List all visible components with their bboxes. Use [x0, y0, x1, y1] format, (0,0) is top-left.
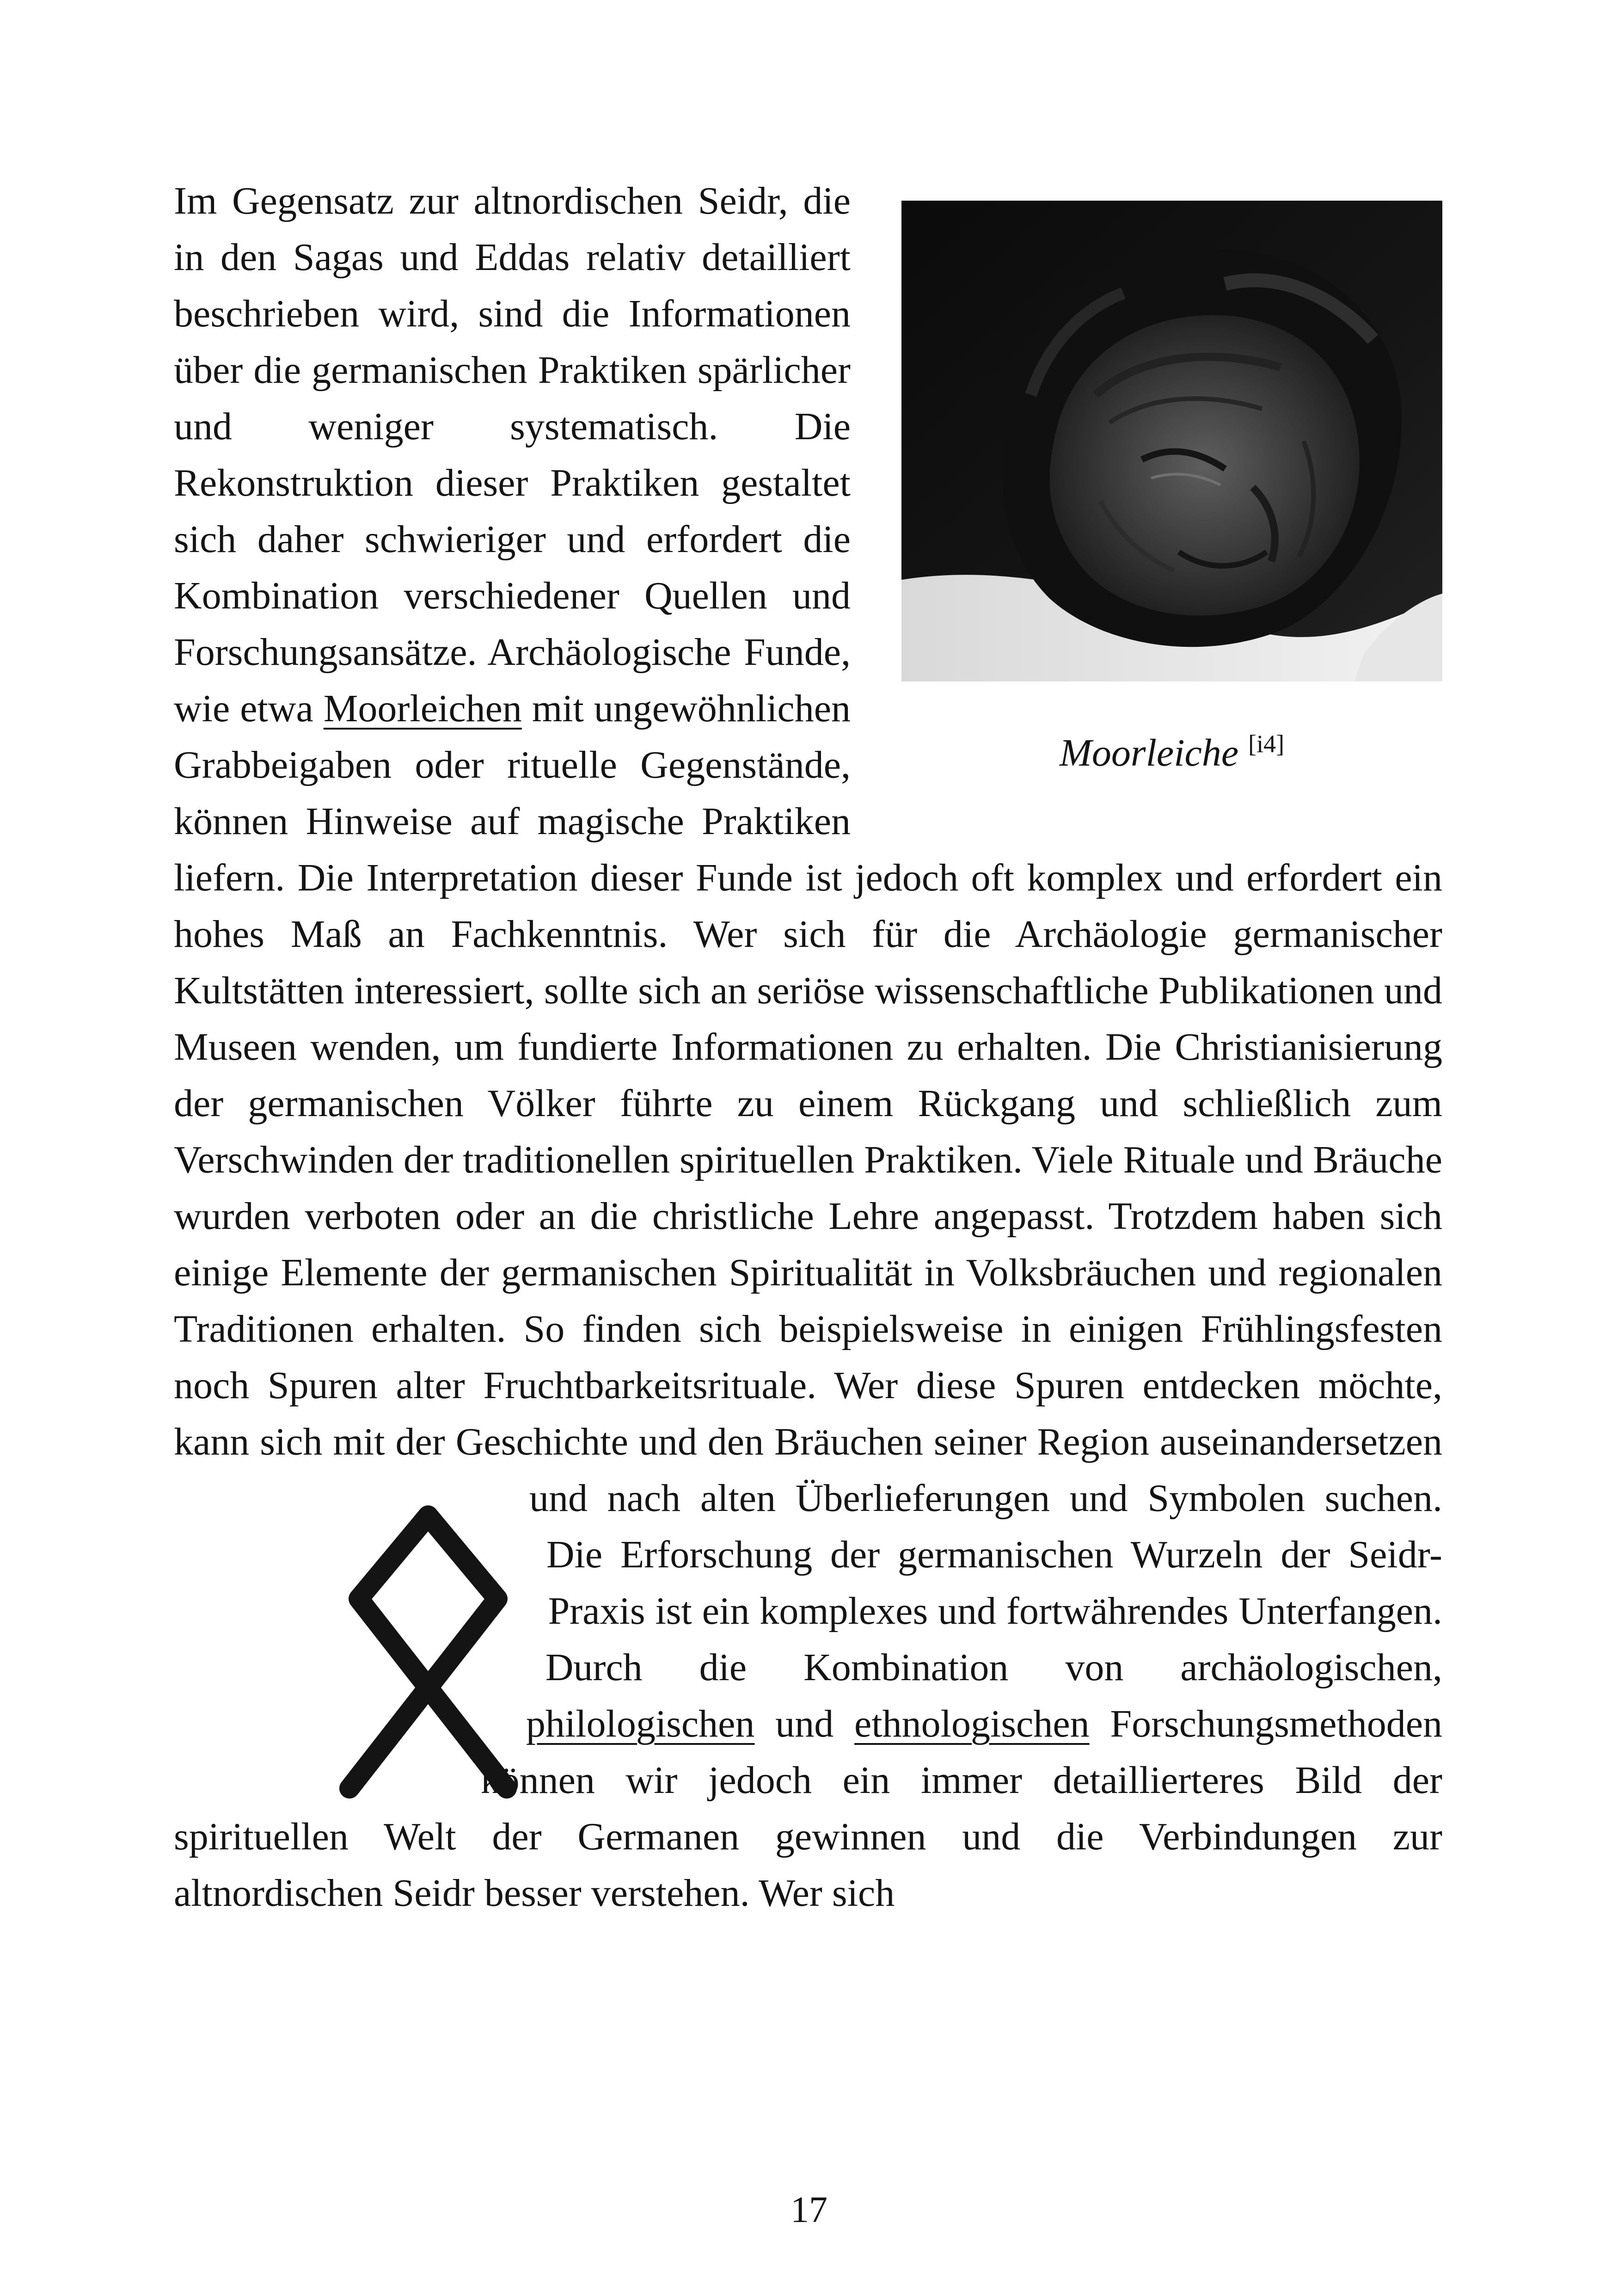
- othala-rune-icon: [276, 1488, 562, 1821]
- link-philologischen[interactable]: philologischen: [526, 1702, 755, 1745]
- paragraph-part-1: Im Gegensatz zur altnordischen Seidr, die in den Sagas und Eddas relativ detailliert beschrieben wird, sind die Informationen über die germanischen Praktiken spärlicher und weniger systematisch. Die Rekonstruktion dieser Praktiken gestaltet sich daher schwieriger und erfordert die Kombination verschiedener Quellen und Forschungsansätze. Archäologische Funde, wie etwa: [174, 179, 851, 730]
- page-number: 17: [791, 2190, 827, 2230]
- bog-body-photo: [901, 201, 1442, 681]
- caption-text: Moorleiche: [1059, 731, 1239, 774]
- link-moorleichen[interactable]: Moorleichen: [323, 687, 522, 730]
- paragraph-part-4: Forschungsmethoden können wir jedoch ein immer detaillierteres Bild der spirituellen Welt der Germanen gewinnen und die Verbindungen zur altnordischen Seidr besser verstehen. Wer sich: [174, 1702, 1443, 1915]
- paragraph-part-2: mit ungewöhnlichen Grabbeigaben oder rituelle Gegenstände, können Hinweise auf magische Praktiken liefern. Die Interpretation dieser Funde ist jedoch oft komplex und erfordert ein hohes Maß an Fachkenntnis. Wer sich für die Archäologie germanischer Kultstätten interessiert, sollte sich an seriöse wissenschaftliche Publikationen und Museen wenden, um fundierte Informationen zu erhalten. Die Christianisierung der germanischen Völker führte zu einem Rückgang und schließlich zum Verschwinden der traditionellen spirituellen Praktiken. Viele Rituale und Bräuche wurden verboten oder an die christliche Lehre angepasst. Trotzdem haben sich einige Elemente der germanischen Spiritualität in Volksbräuchen und regionalen Traditionen erhalten. So finden sich beispielsweise in einigen Frühlingsfesten noch Spuren alter Fruchtbarkeitsrituale. Wer diese Spuren entdecken möchte, kann sich: [174, 687, 1442, 1463]
- paragraph-part-3: und: [754, 1702, 855, 1745]
- body-text: [174, 173, 1442, 1922]
- paragraph-part-2b: mit der Geschichte und den Bräuchen seiner Region auseinandersetzen und nach alten Überlieferungen und Symbolen suchen. Die Erforschung der germanischen Wurzeln der Seidr-Praxis ist ein komplexes und fortwährendes Unterfangen. Durch die Kombination von archäologischen,: [333, 1420, 1442, 1689]
- figure-moorleiche: [901, 201, 1442, 800]
- rune-float: [174, 1414, 599, 1802]
- link-ethnologischen[interactable]: ethnologischen: [854, 1702, 1090, 1745]
- figure-caption: [901, 728, 1442, 779]
- image-reference: [i4]: [1248, 730, 1285, 758]
